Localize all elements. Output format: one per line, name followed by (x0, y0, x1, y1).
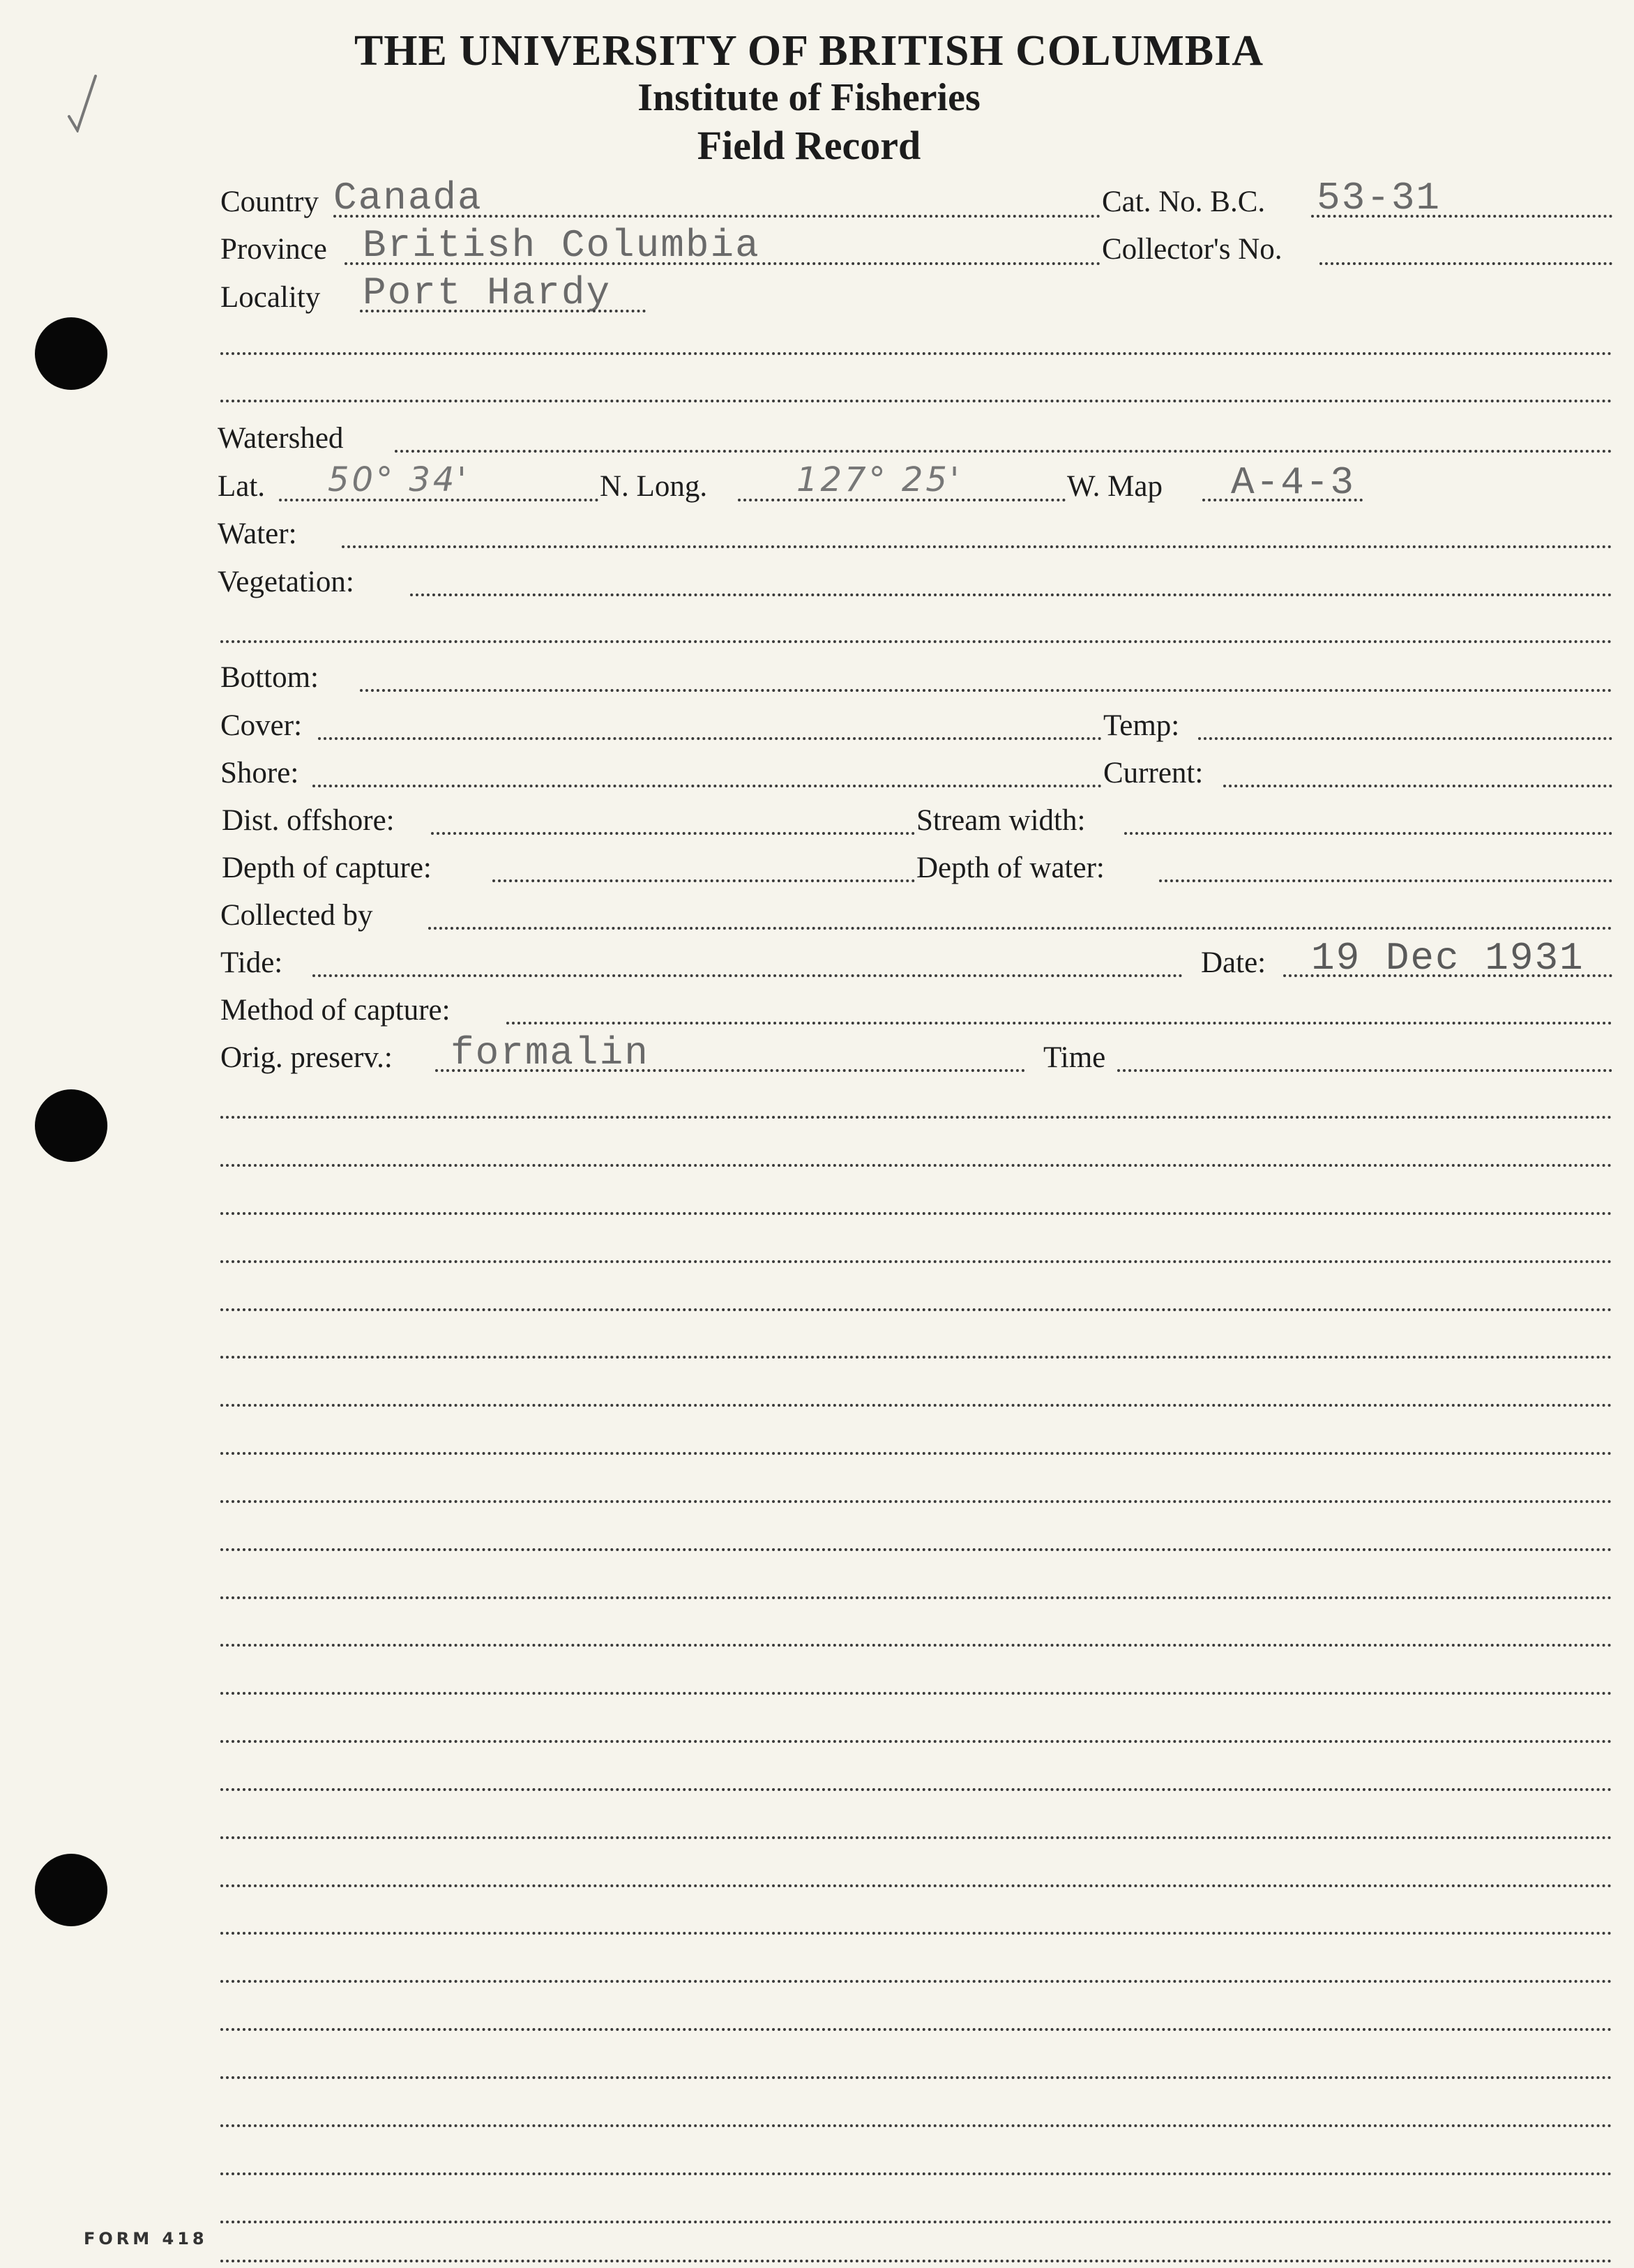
country-line (333, 215, 1100, 218)
dist-offshore-label: Dist. offshore: (222, 804, 395, 837)
temp-line (1198, 737, 1612, 740)
province-value: British Columbia (363, 223, 760, 268)
note-line (220, 2076, 1612, 2079)
w-map-label: W. Map (1067, 470, 1163, 503)
orig-preserv-line (435, 1069, 1025, 1072)
province-line (345, 262, 1100, 265)
locality-value: Port Hardy (363, 271, 612, 315)
note-line (220, 2172, 1612, 2175)
water-label: Water: (218, 517, 297, 550)
stream-width-line (1124, 832, 1612, 835)
note-line (220, 2260, 1612, 2262)
record-title: Field Record (697, 123, 921, 168)
current-line (1223, 785, 1612, 787)
note-line (220, 1212, 1612, 1215)
country-label: Country (220, 186, 319, 218)
cover-line (318, 737, 1102, 740)
institute-title: Institute of Fisheries (637, 76, 981, 119)
punch-hole (35, 317, 107, 390)
method-label: Method of capture: (220, 994, 451, 1027)
form-number: FORM 418 (84, 2229, 208, 2248)
note-line (220, 1500, 1612, 1503)
lat-line (279, 499, 598, 501)
note-line (220, 1980, 1612, 1983)
date-value: 19 Dec 1931 (1311, 936, 1584, 981)
province-label: Province (220, 233, 327, 266)
watershed-line (395, 450, 1612, 453)
stream-width-label: Stream width: (916, 804, 1086, 837)
water-line (342, 545, 1612, 548)
collected-by-label: Collected by (220, 899, 373, 932)
note-line (220, 1116, 1612, 1119)
note-line (220, 1260, 1612, 1263)
depth-capture-line (492, 879, 915, 882)
date-line (1283, 974, 1612, 977)
note-line (220, 1884, 1612, 1887)
check-mark-icon (66, 73, 98, 133)
collected-by-line (428, 927, 1612, 930)
vegetation-extra-line (220, 640, 1612, 643)
orig-preserv-value: formalin (451, 1031, 649, 1075)
current-label: Current: (1103, 757, 1204, 789)
collectors-no-label: Collector's No. (1102, 233, 1283, 266)
long-line (738, 499, 1066, 501)
w-map-value: A-4-3 (1231, 460, 1356, 505)
locality-extra-line (220, 400, 1612, 402)
note-line (220, 1596, 1612, 1599)
vegetation-label: Vegetation: (218, 566, 354, 598)
bottom-line (360, 689, 1612, 692)
w-map-line (1202, 499, 1363, 501)
depth-water-label: Depth of water: (916, 852, 1105, 884)
note-line (220, 1740, 1612, 1743)
bottom-label: Bottom: (220, 661, 319, 694)
dist-offshore-line (431, 832, 915, 835)
note-line (220, 2124, 1612, 2127)
note-line (220, 1356, 1612, 1359)
locality-extra-line (220, 352, 1612, 355)
depth-capture-label: Depth of capture: (222, 852, 432, 884)
collectors-no-line (1319, 262, 1612, 265)
time-label: Time (1043, 1041, 1106, 1074)
note-line (220, 1836, 1612, 1839)
punch-hole (35, 1089, 107, 1162)
depth-water-line (1159, 879, 1612, 882)
note-line (220, 1452, 1612, 1455)
cover-label: Cover: (220, 709, 303, 742)
note-line (220, 2221, 1612, 2223)
note-line (220, 1404, 1612, 1407)
note-line (220, 1788, 1612, 1791)
long-label: N. Long. (600, 470, 708, 503)
long-value: 127° 25' (796, 460, 962, 499)
time-line (1117, 1069, 1612, 1072)
note-line (220, 2028, 1612, 2031)
locality-line (360, 310, 646, 312)
date-label: Date: (1201, 946, 1266, 979)
country-value: Canada (333, 176, 483, 220)
note-line (220, 1692, 1612, 1695)
cat-no-value: 53-31 (1317, 176, 1442, 220)
note-line (220, 1644, 1612, 1647)
tide-label: Tide: (220, 946, 283, 979)
locality-label: Locality (220, 281, 321, 314)
temp-label: Temp: (1103, 709, 1180, 742)
note-line (220, 1548, 1612, 1551)
note-line (220, 1164, 1612, 1167)
orig-preserv-label: Orig. preserv.: (220, 1041, 393, 1074)
lat-value: 50° 34' (328, 460, 469, 499)
vegetation-line (410, 594, 1612, 596)
note-line (220, 1308, 1612, 1311)
punch-hole (35, 1854, 107, 1926)
note-line (220, 1932, 1612, 1935)
shore-label: Shore: (220, 757, 299, 789)
tide-line (312, 974, 1183, 977)
cat-no-line (1311, 215, 1612, 218)
method-line (506, 1022, 1612, 1025)
watershed-label: Watershed (218, 422, 344, 455)
shore-line (312, 785, 1102, 787)
cat-no-label: Cat. No. B.C. (1102, 186, 1266, 218)
university-title: THE UNIVERSITY OF BRITISH COLUMBIA (354, 27, 1264, 75)
lat-label: Lat. (218, 470, 266, 503)
